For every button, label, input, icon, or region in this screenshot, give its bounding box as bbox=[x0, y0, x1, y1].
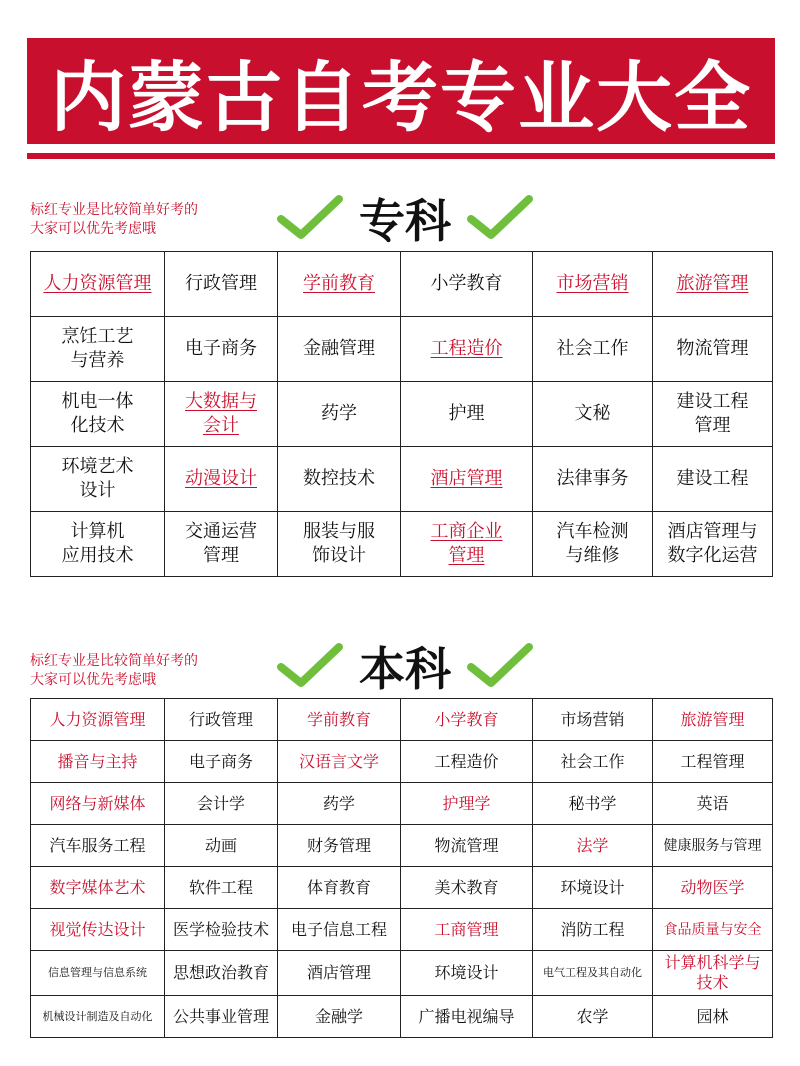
major-cell bbox=[165, 252, 278, 317]
major-name: 酒店管理 bbox=[430, 468, 503, 489]
major-cell bbox=[31, 996, 165, 1038]
table-row bbox=[31, 512, 773, 577]
major-name: 护理学 bbox=[442, 793, 491, 813]
table-row bbox=[31, 783, 773, 825]
benke-note-line-1: 标红专业是比较简单好考的 bbox=[30, 653, 198, 669]
major-name: 广播电视编导 bbox=[418, 1006, 515, 1026]
major-name: 电气工程及其自动化 bbox=[543, 966, 642, 979]
major-name: 工程造价 bbox=[434, 751, 499, 771]
major-cell bbox=[165, 382, 278, 447]
major-cell bbox=[401, 512, 533, 577]
major-name: 工商管理 bbox=[434, 919, 499, 939]
major-name: 健康服务与管理 bbox=[663, 837, 762, 854]
major-name: 动画 bbox=[204, 835, 237, 855]
major-cell bbox=[165, 825, 278, 867]
benke-note-line-2: 大家可以优先考虑哦 bbox=[30, 672, 156, 688]
major-cell bbox=[653, 512, 773, 577]
major-cell bbox=[165, 741, 278, 783]
major-cell bbox=[278, 741, 401, 783]
benke-major-table bbox=[30, 698, 773, 1038]
major-name: 英语 bbox=[696, 793, 729, 813]
major-name: 旅游管理 bbox=[680, 709, 745, 729]
major-cell bbox=[165, 447, 278, 512]
major-name: 播音与主持 bbox=[57, 751, 138, 771]
banner-underline bbox=[27, 153, 775, 159]
major-name: 汽车服务工程 bbox=[49, 835, 146, 855]
major-cell bbox=[31, 825, 165, 867]
major-name: 电子信息工程 bbox=[290, 919, 387, 939]
zhuanke-title: 专科 bbox=[359, 194, 451, 248]
major-name: 机电一体 化技术 bbox=[61, 391, 134, 436]
major-cell bbox=[31, 447, 165, 512]
major-name: 学前教育 bbox=[306, 709, 371, 729]
major-name: 小学教育 bbox=[434, 709, 499, 729]
major-cell bbox=[533, 699, 653, 741]
major-cell bbox=[653, 867, 773, 909]
major-cell bbox=[31, 783, 165, 825]
major-cell bbox=[278, 783, 401, 825]
major-name: 社会工作 bbox=[560, 751, 625, 771]
major-name: 小学教育 bbox=[430, 273, 503, 294]
major-cell bbox=[653, 317, 773, 382]
major-name: 食品质量与安全 bbox=[663, 921, 762, 938]
major-name: 酒店管理 bbox=[306, 963, 371, 982]
major-cell bbox=[31, 867, 165, 909]
zhuanke-note-line-1: 标红专业是比较简单好考的 bbox=[30, 202, 198, 218]
page-title: 内蒙古自考专业大全 bbox=[50, 52, 752, 142]
table-row bbox=[31, 252, 773, 317]
major-name: 汉语言文学 bbox=[298, 751, 379, 771]
major-name: 金融管理 bbox=[303, 338, 375, 359]
major-cell bbox=[533, 909, 653, 951]
major-name: 动物医学 bbox=[680, 877, 745, 897]
major-name: 社会工作 bbox=[556, 338, 629, 359]
major-cell bbox=[401, 317, 533, 382]
major-cell bbox=[31, 699, 165, 741]
major-name: 人力资源管理 bbox=[43, 273, 152, 294]
major-cell bbox=[31, 512, 165, 577]
major-cell bbox=[401, 825, 533, 867]
major-name: 物流管理 bbox=[676, 338, 749, 359]
major-cell bbox=[401, 447, 533, 512]
table-row bbox=[31, 909, 773, 951]
major-name: 学前教育 bbox=[303, 273, 375, 294]
major-name: 网络与新媒体 bbox=[49, 793, 146, 813]
major-name: 法律事务 bbox=[556, 468, 629, 489]
major-name: 工程造价 bbox=[430, 338, 503, 359]
table-row bbox=[31, 382, 773, 447]
major-cell bbox=[533, 741, 653, 783]
check-icon bbox=[465, 641, 535, 691]
table-row bbox=[31, 951, 773, 996]
zhuanke-note-line-2: 大家可以优先考虑哦 bbox=[30, 221, 156, 237]
major-cell bbox=[278, 867, 401, 909]
major-cell bbox=[165, 783, 278, 825]
major-cell bbox=[401, 741, 533, 783]
major-cell bbox=[31, 382, 165, 447]
zhuanke-note bbox=[30, 201, 198, 239]
major-cell bbox=[165, 996, 278, 1038]
major-name: 园林 bbox=[696, 1006, 729, 1026]
major-name: 法学 bbox=[576, 835, 609, 855]
major-cell bbox=[653, 447, 773, 512]
major-name: 会计学 bbox=[196, 793, 245, 813]
major-name: 行政管理 bbox=[185, 273, 257, 294]
major-name: 农学 bbox=[576, 1006, 609, 1026]
major-cell bbox=[533, 867, 653, 909]
major-name: 消防工程 bbox=[560, 919, 625, 939]
table-row bbox=[31, 996, 773, 1038]
major-name: 人力资源管理 bbox=[49, 709, 146, 729]
major-name: 汽车检测 与维修 bbox=[556, 521, 629, 566]
major-cell bbox=[401, 951, 533, 996]
major-name: 旅游管理 bbox=[676, 273, 749, 294]
major-name: 环境设计 bbox=[434, 963, 499, 982]
major-name: 酒店管理与 数字化运营 bbox=[667, 521, 758, 566]
major-cell bbox=[533, 783, 653, 825]
major-cell bbox=[653, 382, 773, 447]
major-name: 护理 bbox=[448, 403, 485, 424]
major-cell bbox=[165, 699, 278, 741]
major-name: 工程管理 bbox=[680, 751, 745, 771]
major-cell bbox=[278, 825, 401, 867]
major-cell bbox=[31, 951, 165, 996]
major-name: 市场营销 bbox=[560, 709, 625, 729]
table-row bbox=[31, 867, 773, 909]
major-name: 公共事业管理 bbox=[172, 1006, 269, 1026]
major-cell bbox=[278, 317, 401, 382]
major-name: 数字媒体艺术 bbox=[49, 877, 146, 897]
title-banner bbox=[27, 38, 775, 144]
check-icon bbox=[275, 193, 345, 243]
major-name: 电子商务 bbox=[185, 338, 257, 359]
major-name: 服装与服 饰设计 bbox=[303, 521, 375, 566]
major-cell bbox=[533, 252, 653, 317]
major-name: 市场营销 bbox=[556, 273, 629, 294]
zhuanke-heading bbox=[270, 188, 540, 248]
major-cell bbox=[165, 512, 278, 577]
major-name: 工商企业 管理 bbox=[430, 521, 503, 566]
major-cell bbox=[653, 252, 773, 317]
major-name: 建设工程 bbox=[676, 468, 749, 489]
major-cell bbox=[165, 317, 278, 382]
major-name: 烹饪工艺 与营养 bbox=[61, 326, 134, 371]
benke-table-body bbox=[31, 699, 773, 1038]
major-name: 交通运营 管理 bbox=[185, 521, 257, 566]
major-name: 环境艺术 设计 bbox=[61, 456, 134, 501]
major-cell bbox=[653, 783, 773, 825]
major-name: 视觉传达设计 bbox=[49, 919, 146, 939]
benke-title: 本科 bbox=[359, 642, 451, 696]
table-row bbox=[31, 741, 773, 783]
major-name: 软件工程 bbox=[188, 877, 253, 897]
major-cell bbox=[165, 867, 278, 909]
major-cell bbox=[533, 512, 653, 577]
major-cell bbox=[533, 447, 653, 512]
table-row bbox=[31, 447, 773, 512]
major-cell bbox=[31, 252, 165, 317]
zhuanke-table-body bbox=[31, 252, 773, 577]
table-row bbox=[31, 317, 773, 382]
benke-heading bbox=[270, 636, 540, 696]
table-row bbox=[31, 699, 773, 741]
major-name: 建设工程 管理 bbox=[676, 391, 749, 436]
major-cell bbox=[533, 382, 653, 447]
major-name: 行政管理 bbox=[188, 709, 253, 729]
major-name: 秘书学 bbox=[568, 793, 617, 813]
major-cell bbox=[533, 317, 653, 382]
major-name: 美术教育 bbox=[434, 877, 499, 897]
major-name: 动漫设计 bbox=[185, 468, 257, 489]
major-cell bbox=[165, 909, 278, 951]
major-cell bbox=[278, 909, 401, 951]
major-name: 计算机 应用技术 bbox=[61, 521, 134, 566]
major-name: 文秘 bbox=[574, 403, 611, 424]
check-icon bbox=[465, 193, 535, 243]
major-cell bbox=[31, 909, 165, 951]
major-cell bbox=[653, 825, 773, 867]
major-cell bbox=[653, 699, 773, 741]
major-name: 思想政治教育 bbox=[172, 963, 269, 982]
major-cell bbox=[278, 996, 401, 1038]
major-name: 药学 bbox=[321, 403, 357, 424]
major-name: 体育教育 bbox=[306, 877, 371, 897]
major-name: 机械设计制造及自动化 bbox=[42, 1009, 153, 1023]
major-name: 医学检验技术 bbox=[172, 919, 269, 939]
major-cell bbox=[278, 447, 401, 512]
major-cell bbox=[31, 741, 165, 783]
major-cell bbox=[278, 382, 401, 447]
major-name: 药学 bbox=[322, 793, 355, 813]
major-name: 金融学 bbox=[314, 1006, 363, 1026]
major-cell bbox=[653, 951, 773, 996]
table-row bbox=[31, 825, 773, 867]
major-cell bbox=[401, 867, 533, 909]
major-name: 电子商务 bbox=[188, 751, 253, 771]
major-cell bbox=[401, 909, 533, 951]
major-cell bbox=[653, 996, 773, 1038]
major-cell bbox=[653, 909, 773, 951]
major-cell bbox=[165, 951, 278, 996]
major-cell bbox=[653, 741, 773, 783]
major-cell bbox=[533, 996, 653, 1038]
major-name: 物流管理 bbox=[434, 835, 499, 855]
benke-note bbox=[30, 652, 198, 690]
major-cell bbox=[533, 825, 653, 867]
major-name: 财务管理 bbox=[306, 835, 371, 855]
major-cell bbox=[278, 951, 401, 996]
major-name: 环境设计 bbox=[560, 877, 625, 897]
major-cell bbox=[278, 699, 401, 741]
major-cell bbox=[31, 317, 165, 382]
major-cell bbox=[401, 382, 533, 447]
major-name: 数控技术 bbox=[303, 468, 375, 489]
major-cell bbox=[401, 252, 533, 317]
major-name: 计算机科学与技术 bbox=[664, 953, 761, 992]
major-name: 信息管理与信息系统 bbox=[48, 966, 147, 979]
major-cell bbox=[401, 783, 533, 825]
major-cell bbox=[401, 996, 533, 1038]
check-icon bbox=[275, 641, 345, 691]
major-cell bbox=[533, 951, 653, 996]
major-cell bbox=[401, 699, 533, 741]
major-name: 大数据与 会计 bbox=[185, 391, 257, 436]
major-cell bbox=[278, 252, 401, 317]
zhuanke-major-table bbox=[30, 251, 773, 577]
major-cell bbox=[278, 512, 401, 577]
